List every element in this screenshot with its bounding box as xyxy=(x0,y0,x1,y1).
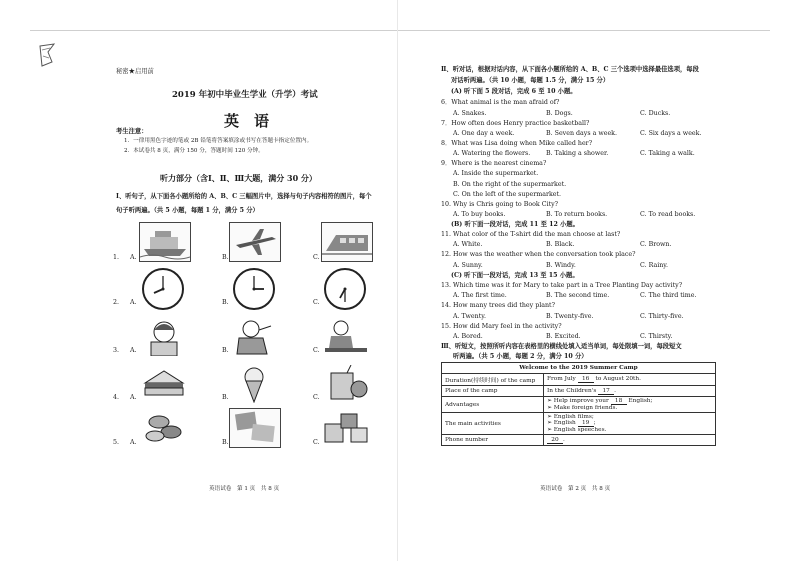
option-label: A. xyxy=(130,394,137,401)
table-title: Welcome to the 2019 Summer Camp xyxy=(442,363,716,374)
option-label: B. xyxy=(222,394,229,401)
option-label: A. xyxy=(130,347,137,354)
table-cell-value xyxy=(544,435,716,446)
helmet-person-image xyxy=(139,318,189,356)
bullet-icon: ➢ xyxy=(547,427,554,433)
option: C. Six days a week. xyxy=(640,130,702,137)
part3-instructions-2: 听两遍。（共 5 小题，每题 2 分，满分 10 分） xyxy=(453,353,588,360)
stamps-image xyxy=(229,408,281,448)
option: C. On the left of the supermarket. xyxy=(453,191,562,198)
bullet-icon: ➢ xyxy=(547,405,554,411)
question-9: 9．Where is the nearest cinema? xyxy=(441,160,547,167)
table-cell-label: Advantages xyxy=(442,397,544,413)
table-row xyxy=(442,386,716,397)
option: A. Snakes. xyxy=(453,110,487,117)
listening-section-title: 听力部分（含Ⅰ、Ⅱ、Ⅲ大题，满分 30 分） xyxy=(160,173,317,183)
option: B. Dogs. xyxy=(546,110,573,117)
table-cell-value xyxy=(544,413,716,435)
option: C. To read books. xyxy=(640,211,696,218)
cell-text: English; xyxy=(626,398,653,404)
table-cell-value xyxy=(544,397,716,413)
bullet-icon: ➢ xyxy=(547,414,554,420)
question-6: 6．What animal is the man afraid of? xyxy=(441,99,560,106)
subsection-b-heading: (B) 听下面一段对话，完成 11 至 12 小题。 xyxy=(451,221,579,228)
answer-blank-18[interactable]: 18 xyxy=(611,398,627,405)
answer-blank-17[interactable]: 17 xyxy=(598,388,614,395)
option: B. Excited. xyxy=(546,333,581,340)
table-cell-label: Place of the camp xyxy=(442,386,544,397)
question-11: 11. What color of the T-shirt did the man choose at last? xyxy=(441,231,621,238)
table-row xyxy=(442,435,716,446)
juice-box-image xyxy=(321,365,371,403)
part1-instructions-2: 句子听两遍。（共 5 小题，每题 1 分，满分 5 分） xyxy=(116,207,259,214)
table-row xyxy=(442,374,716,386)
cell-text: Help improve your xyxy=(553,398,611,404)
option: B. Black. xyxy=(546,241,575,248)
option: A. Inside the supermarket. xyxy=(453,170,539,177)
option-label: B. xyxy=(222,347,229,354)
part1-instructions: Ⅰ、听句子，从下面各小题所给的 A、B、C 三幅图片中，选择与句子内容相符的图片，每个 xyxy=(116,193,372,200)
scan-top-border xyxy=(30,30,770,31)
subject-title: 英 语 xyxy=(224,112,270,130)
table-cell-value xyxy=(544,374,716,386)
question-number: 2. xyxy=(113,299,120,306)
summer-camp-table xyxy=(441,362,716,446)
option: A. Twenty. xyxy=(453,313,486,320)
option: B. Windy. xyxy=(546,262,576,269)
cell-text: In the Children's xyxy=(547,387,599,394)
question-15: 15. How did Mary feel in the activity? xyxy=(441,323,562,330)
part3-instructions: Ⅲ、听短文，按照所听内容在表格里的横线处填入适当单词，每处限填一词，每段短文 xyxy=(441,343,682,350)
airplane-image xyxy=(229,222,281,262)
option: B. Taking a shower. xyxy=(546,150,609,157)
option: A. Sunny. xyxy=(453,262,483,269)
sick-person-image xyxy=(229,318,279,356)
option: A. Watering the flowers. xyxy=(453,150,531,157)
cell-text: English xyxy=(553,420,578,426)
page-footer-right: 英语试卷 第 2 页 共 8 页 xyxy=(540,486,611,492)
clock-icon xyxy=(142,268,184,310)
list-item xyxy=(547,420,712,427)
list-item xyxy=(547,405,712,411)
notice-item-1: 1．一律用黑色字迹的笔或 2B 铅笔将答案填涂或书写在答题卡指定位置内。 xyxy=(124,138,313,144)
option-label: B. xyxy=(222,254,229,261)
list-item xyxy=(547,398,712,405)
option: B. Twenty-five. xyxy=(546,313,594,320)
question-10: 10. Why is Chris going to Book City? xyxy=(441,201,559,208)
page-footer-left: 英语试卷 第 1 页 共 8 页 xyxy=(209,486,280,492)
table-row xyxy=(442,363,716,374)
part2-instructions: Ⅱ、听对话，根据对话内容，从下面各小题所给的 A、B、C 三个选项中选择最佳选项，每段 xyxy=(441,66,699,73)
gift-boxes-image xyxy=(321,408,371,446)
sandwich-image xyxy=(139,365,189,403)
option: A. One day a week. xyxy=(453,130,515,137)
option: C. Rainy. xyxy=(640,262,669,269)
cell-text: . xyxy=(614,387,616,394)
table-cell-label: Phone number xyxy=(442,435,544,446)
table-cell-value xyxy=(544,386,716,397)
part2-instructions-2: 对话听两遍。（共 10 小题，每题 1.5 分，满分 15 分） xyxy=(451,77,610,84)
scan-corner-mark xyxy=(38,42,56,68)
question-12: 12. How was the weather when the conversation took place? xyxy=(441,251,636,258)
table-cell-label: The main activities xyxy=(442,413,544,435)
question-number: 1. xyxy=(113,254,120,261)
desk-person-image xyxy=(321,318,371,356)
option: C. Brown. xyxy=(640,241,672,248)
ship-image xyxy=(139,222,191,262)
cell-text: . xyxy=(563,436,565,443)
notice-item-2: 2．本试卷共 8 页，满分 150 分，答题时间 120 分钟。 xyxy=(124,148,264,154)
subsection-c-heading: (C) 听下面一段对话，完成 13 至 15 小题。 xyxy=(451,272,579,279)
ice-cream-image xyxy=(229,365,279,403)
table-row xyxy=(442,413,716,435)
option: A. White. xyxy=(453,241,483,248)
page-fold xyxy=(397,0,398,561)
cell-text: ; xyxy=(593,420,596,426)
answer-blank-16[interactable]: 16 xyxy=(578,376,594,383)
cell-text: Make foreign friends. xyxy=(553,405,618,411)
option: C. Thirsty. xyxy=(640,333,673,340)
option: A. The first time. xyxy=(453,292,507,299)
list-item xyxy=(547,427,712,433)
question-number: 4. xyxy=(113,394,120,401)
option-label: B. xyxy=(222,299,229,306)
option: B. The second time. xyxy=(546,292,610,299)
answer-blank-19[interactable]: 19 xyxy=(578,420,594,427)
option-label: C. xyxy=(313,439,320,446)
table-cell-label: Duration(持续时间) of the camp xyxy=(442,374,544,386)
cell-text: From July xyxy=(547,376,578,382)
bullet-icon: ➢ xyxy=(547,398,554,404)
option: C. Thirty-five. xyxy=(640,313,684,320)
cell-text: to August 20th. xyxy=(593,376,641,382)
option: A. Bored. xyxy=(453,333,483,340)
question-number: 5. xyxy=(113,439,120,446)
option-label: C. xyxy=(313,347,320,354)
option: B. To return books. xyxy=(546,211,608,218)
clock-icon xyxy=(324,268,366,310)
question-14: 14. How many trees did they plant? xyxy=(441,302,555,309)
option: B. On the right of the supermarket. xyxy=(453,181,567,188)
train-image xyxy=(321,222,373,262)
option-label: A. xyxy=(130,299,137,306)
option-label: C. xyxy=(313,394,320,401)
option-label: C. xyxy=(313,254,320,261)
coins-image xyxy=(139,408,189,446)
secret-label: 秘密★启用前 xyxy=(116,68,154,75)
option: C. Ducks. xyxy=(640,110,671,117)
notice-title: 考生注意： xyxy=(116,128,148,135)
question-13: 13. Which time was it for Mary to take part in a Tree Planting Day activity? xyxy=(441,282,683,289)
option: A. To buy books. xyxy=(453,211,506,218)
question-8: 8．What was Lisa doing when Mike called her? xyxy=(441,140,593,147)
table-row xyxy=(442,397,716,413)
subsection-a-heading: (A) 听下面 5 段对话，完成 6 至 10 小题。 xyxy=(451,88,577,95)
question-number: 3. xyxy=(113,347,120,354)
exam-title: 2019 年初中毕业生学业（升学）考试 xyxy=(172,90,318,100)
option: C. Taking a walk. xyxy=(640,150,695,157)
option-label: C. xyxy=(313,299,320,306)
answer-blank-20[interactable]: 20 xyxy=(547,437,563,444)
option: B. Seven days a week. xyxy=(546,130,618,137)
cell-text: English speeches. xyxy=(553,427,607,433)
cell-text: English films; xyxy=(553,414,594,420)
option-label: B. xyxy=(222,439,229,446)
clock-icon xyxy=(233,268,275,310)
option: C. The third time. xyxy=(640,292,697,299)
bullet-icon: ➢ xyxy=(547,420,554,426)
question-7: 7．How often does Henry practice basketball? xyxy=(441,120,590,127)
option-label: A. xyxy=(130,439,137,446)
option-label: A. xyxy=(130,254,137,261)
